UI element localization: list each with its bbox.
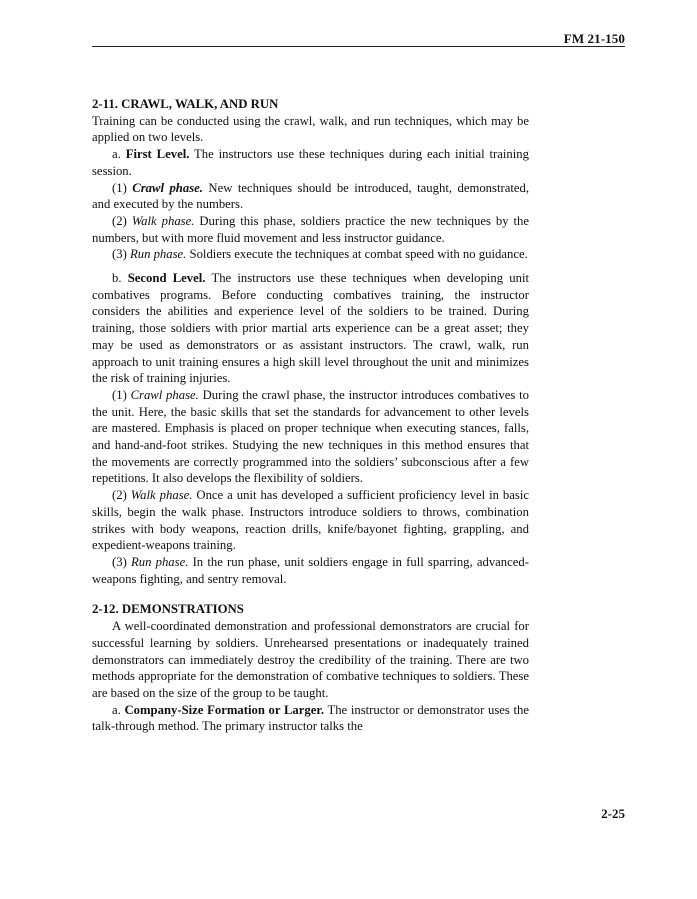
phase-text: In the run phase, unit soldiers engage in full sparring, advanced-weapons fighting, and sentry removal.	[92, 554, 529, 586]
second-level-title: Second Level.	[127, 271, 206, 286]
second-level-crawl-phase	[92, 387, 529, 487]
first-level-run-phase	[92, 246, 529, 263]
first-level-crawl-phase	[92, 180, 529, 213]
phase-text: New techniques should be introduced, taught, demonstrated, and executed by the numbers.	[92, 180, 530, 212]
phase-name: Crawl phase.	[132, 180, 203, 195]
section-heading-crawl-walk-run: 2-11. CRAWL, WALK, AND RUN	[92, 97, 279, 111]
phase-name: Run phase.	[129, 247, 187, 262]
subsection-label: a.	[112, 702, 125, 717]
phase-number: (2)	[112, 213, 132, 228]
second-level-text: The instructors use these techniques when developing unit combatives programs. Before conducting combatives training, the instructor considers the abilities and experience level of the soldiers to be trained. During training, those soldiers with prior martial arts experience can be a great asset; they may be used as demonstrators or as assistant instructors. The crawl, walk, run approach to unit training ensures a high skill level throughout the unit and minimizes the risk of training injuries.	[92, 271, 530, 386]
phase-number: (2)	[112, 488, 131, 503]
section-heading-demonstrations: 2-12. DEMONSTRATIONS	[92, 602, 244, 617]
phase-name: Walk phase.	[130, 488, 193, 503]
subsection-label: b.	[112, 271, 128, 286]
second-level-walk-phase	[92, 487, 529, 554]
phase-number: (1)	[112, 180, 133, 195]
first-level-text: The instructors use these techniques during each initial training session.	[92, 147, 529, 178]
phase-number: (1)	[112, 387, 131, 402]
first-level-paragraph	[92, 146, 529, 179]
phase-number: (3)	[112, 554, 131, 569]
page-number: 2-25	[601, 806, 625, 821]
page-body	[92, 96, 529, 735]
section-intro: Training can be conducted using the crawl, walk, and run techniques, which may be applied on two levels.	[92, 113, 529, 145]
phase-name: Run phase.	[130, 554, 189, 569]
company-size-text: The instructor or demonstrator uses the talk-through method. The primary instructor talks the	[92, 702, 530, 734]
subsection-label: a.	[112, 147, 126, 162]
running-head: FM 21-150	[563, 31, 625, 46]
phase-name: Walk phase.	[131, 213, 195, 228]
demonstrations-intro: A well-coordinated demonstration and professional demonstrators are crucial for successful learning by soldiers. Unrehearsed presentations or inadequately trained demonstrators can immediately destroy the credibility of the training. There are two methods appropriate for the demonstration of combative techniques to soldiers. These are based on the size of the group to be taught.	[92, 619, 529, 700]
second-level-run-phase	[92, 554, 529, 587]
phase-text: During the crawl phase, the instructor introduces combatives to the unit. Here, the basic skills that set the standards for advancement to other levels are mastered. Emphasis is placed on proper technique when executing stances, falls, and hand-and-foot strikes. Studying the new techniques in this method ensures that the movements are correctly programmed into the soldiers’ subconscious after a few repetitions. It also develops the flexibility of soldiers.	[92, 387, 529, 486]
phase-text: During this phase, soldiers practice the new techniques by the numbers, but with more fluid movement and less instructor guidance.	[92, 213, 530, 245]
phase-text: Once a unit has developed a sufficient proficiency level in basic skills, begin the walk phase. Instructors introduce soldiers to throws, combination strikes with body weapons, reaction drills, knife/bayonet fighting, grappling, and expedient-weapons training.	[92, 488, 529, 553]
phase-name: Crawl phase.	[130, 387, 199, 402]
phase-text: Soldiers execute the techniques at combat speed with no guidance.	[186, 247, 528, 262]
header-rule	[92, 46, 625, 47]
phase-number: (3)	[112, 247, 130, 262]
company-size-paragraph	[92, 702, 529, 735]
first-level-walk-phase	[92, 213, 529, 246]
company-size-title: Company-Size Formation or Larger.	[124, 702, 325, 717]
first-level-title: First Level.	[125, 147, 190, 162]
second-level-paragraph	[92, 270, 529, 387]
